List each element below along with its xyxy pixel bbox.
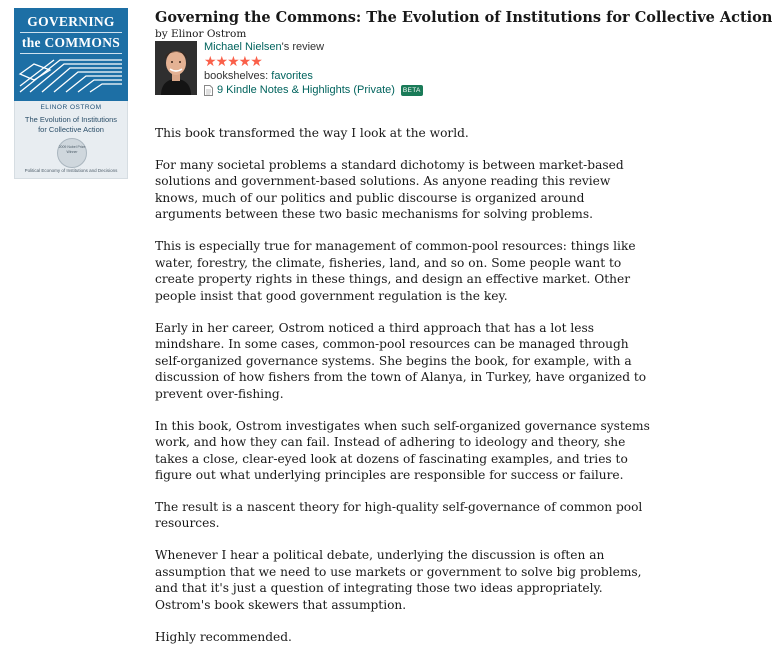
- beta-badge: BETA: [402, 86, 421, 94]
- review-paragraph: This book transformed the way I look at the world.: [155, 126, 469, 140]
- book-cover[interactable]: [14, 8, 128, 179]
- review-paragraph: Highly recommended.: [155, 629, 292, 644]
- cover-subtitle: The Evolution of Institutions for Collective Action: [24, 115, 118, 134]
- cover-artwork: [20, 56, 122, 94]
- reviewer-avatar[interactable]: [155, 41, 197, 95]
- cover-title-line2: the COMMONS: [21, 35, 121, 50]
- cover-seal-text: 2009 Nobel Prize Winner: [58, 145, 86, 154]
- reviewer-suffix: 's review: [281, 41, 325, 53]
- byline-prefix: by: [155, 28, 168, 40]
- shelf-favorites-link[interactable]: favorites: [271, 70, 313, 82]
- cover-divider: [20, 32, 122, 33]
- book-title[interactable]: Governing the Commons: The Evolution of Institutions for Collective Action: [155, 9, 772, 26]
- person-photo-icon: [155, 41, 197, 95]
- cover-title-line1: GOVERNING: [27, 14, 115, 29]
- review-body: [155, 125, 651, 661]
- document-icon: [204, 85, 213, 96]
- cover-author: ELINOR OSTROM: [40, 104, 102, 111]
- cover-series: Political Economy of Institutions and Decisions: [24, 168, 118, 173]
- cover-divider: [20, 53, 122, 54]
- byline: [155, 28, 246, 40]
- nobel-seal-icon: [57, 138, 87, 168]
- review-paragraph: Whenever I hear a political debate, underlying the discussion is often an assumption that we need to use markets or government to solve big problems, and that it's just a question of integrating those two ideas appropriately. Ostrom's book skewers that assumption.: [155, 548, 642, 612]
- reviewer-line: [204, 41, 324, 53]
- author-link[interactable]: Elinor Ostrom: [171, 28, 247, 40]
- kindle-notes-link[interactable]: 9 Kindle Notes & Highlights (Private): [217, 84, 395, 96]
- reviewer-name-link[interactable]: Michael Nielsen: [204, 41, 282, 53]
- kindle-notes-row: [204, 84, 423, 96]
- review-paragraph: For many societal problems a standard dichotomy is between market-based solutions and government-based solutions. As anyone reading this review knows, much of our politics and public discourse is organized around arguments between these two basic mechanisms for solving problems.: [155, 157, 624, 222]
- bookshelves-label: bookshelves:: [204, 70, 269, 82]
- star-rating: ★★★★★: [204, 53, 262, 69]
- review-paragraph: In this book, Ostrom investigates when such self-organized governance systems work, and how they can fail. Instead of adhering to ideology and theory, she takes a close, clear-eyed look at dozens of fascinating examples, and tries to figure out what underlying principles are responsible for success or failure.: [155, 418, 650, 483]
- bookshelves-line: [204, 70, 313, 82]
- review-paragraph: Early in her career, Ostrom noticed a third approach that has a lot less mindshare. In some cases, common-pool resources can be managed through self-organized governance systems. She begins the book, for example, with a discussion of how fishers from the town of Alanya, in Turkey, have organized to prevent over-fishing.: [155, 320, 647, 401]
- review-paragraph: The result is a nascent theory for high-quality self-governance of common pool resources.: [155, 499, 643, 531]
- review-paragraph: This is especially true for management of common-pool resources: things like water, forestry, the climate, fisheries, land, and so on. Some people want to create property rights in these things, and design an effective market. Other people insist that good government regulation is the key.: [155, 239, 636, 303]
